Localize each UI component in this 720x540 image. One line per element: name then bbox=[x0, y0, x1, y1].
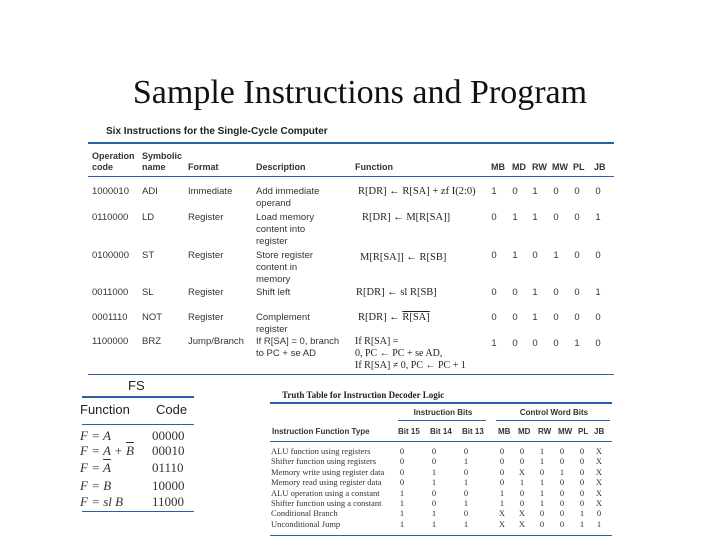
truth-cell-bit15: 1 bbox=[399, 487, 405, 498]
truth-cell-pl: 0 bbox=[579, 446, 585, 456]
fs-function: F = A bbox=[80, 428, 111, 443]
fs-title: FS bbox=[128, 378, 145, 393]
instr-bit-mb: 1 bbox=[491, 186, 497, 197]
instr-bit-rw: 0 bbox=[532, 338, 538, 349]
truth-cell-rw: 0 bbox=[539, 466, 545, 477]
instr-bit-rw: 1 bbox=[532, 312, 538, 323]
fs-hdr-code: Code bbox=[156, 402, 188, 417]
truth-hdr-md: MD bbox=[518, 427, 531, 436]
instr-function: R[DR] ← sl R[SB] bbox=[356, 287, 437, 298]
instr-opcode: 0011000 bbox=[92, 287, 129, 298]
hdr-rw: RW bbox=[532, 162, 547, 172]
truth-cell-bit14: 1 bbox=[431, 466, 437, 477]
instr-opcode: 1100000 bbox=[92, 336, 129, 347]
hdr-mb: MB bbox=[491, 162, 505, 172]
truth-bottom-rule bbox=[270, 535, 612, 536]
instr-bit-rw: 1 bbox=[532, 287, 538, 298]
truth-cell-jb: X bbox=[595, 477, 603, 488]
truth-cell-mb: 0 bbox=[499, 456, 505, 467]
instr-bit-pl: 0 bbox=[574, 212, 580, 223]
group-instr-rule bbox=[398, 420, 486, 421]
truth-cell-bit15: 1 bbox=[399, 498, 405, 508]
instr-bit-mw: 0 bbox=[553, 212, 559, 223]
instr-bit-mb: 1 bbox=[491, 338, 497, 349]
truth-cell-pl: 1 bbox=[579, 518, 585, 529]
instr-bit-mw: 0 bbox=[553, 186, 559, 197]
instr-table-caption: Six Instructions for the Single-Cycle Computer bbox=[106, 126, 328, 137]
truth-row-type: Conditional Branch bbox=[271, 508, 338, 519]
truth-cell-jb: X bbox=[595, 466, 603, 477]
instr-bit-mw: 0 bbox=[553, 338, 559, 349]
truth-cell-mb: 1 bbox=[499, 498, 505, 508]
instr-bit-mb: 0 bbox=[491, 250, 497, 261]
hdr-pl: PL bbox=[573, 162, 585, 172]
truth-cell-pl: 0 bbox=[579, 456, 585, 467]
instr-bit-mb: 0 bbox=[491, 312, 497, 323]
truth-cell-bit13: 1 bbox=[463, 456, 469, 467]
truth-cell-mw: 0 bbox=[559, 477, 565, 488]
instr-bit-rw: 1 bbox=[532, 212, 538, 223]
truth-cell-bit14: 1 bbox=[431, 508, 437, 519]
truth-cell-mb: X bbox=[498, 518, 506, 529]
instr-bit-rw: 0 bbox=[532, 250, 538, 261]
truth-cell-pl: 0 bbox=[579, 477, 585, 488]
fs-code: 10000 bbox=[152, 478, 185, 493]
truth-cell-mw: 0 bbox=[559, 456, 565, 467]
truth-header-rule bbox=[270, 441, 612, 442]
truth-cell-mw: 0 bbox=[559, 487, 565, 498]
truth-cell-bit13: 0 bbox=[463, 446, 469, 456]
truth-hdr-pl: PL bbox=[578, 427, 589, 436]
instr-bit-pl: 0 bbox=[574, 312, 580, 323]
truth-cell-bit14: 0 bbox=[431, 456, 437, 467]
instr-function: R[DR] ← R[SA] bbox=[358, 312, 430, 323]
truth-cell-md: X bbox=[518, 518, 526, 529]
truth-hdr-type: Instruction Function Type bbox=[272, 427, 370, 436]
truth-cell-mb: X bbox=[498, 508, 506, 519]
instr-bit-mb: 0 bbox=[491, 287, 497, 298]
instr-bit-pl: 0 bbox=[574, 250, 580, 261]
instr-desc: Complement register bbox=[256, 312, 310, 335]
instr-bit-md: 0 bbox=[512, 287, 518, 298]
truth-cell-pl: 1 bbox=[579, 508, 585, 519]
truth-cell-rw: 1 bbox=[539, 498, 545, 508]
instr-format: Register bbox=[188, 312, 224, 323]
truth-cell-mw: 1 bbox=[559, 466, 565, 477]
instr-table-header-rule bbox=[88, 176, 614, 177]
truth-row-type: ALU function using registers bbox=[271, 446, 371, 456]
hdr-format: Format bbox=[188, 162, 219, 172]
instr-bit-mw: 0 bbox=[553, 312, 559, 323]
instr-format: Immediate bbox=[188, 186, 233, 197]
truth-cell-bit13: 0 bbox=[463, 487, 469, 498]
hdr-md: MD bbox=[512, 162, 526, 172]
hdr-opcode: Operation code bbox=[92, 151, 135, 172]
truth-hdr-bit15: Bit 15 bbox=[398, 427, 420, 436]
instr-table-top-rule bbox=[88, 142, 614, 144]
fs-function: $F = A + \overline{B}$ bbox=[80, 443, 134, 458]
truth-hdr-bit14: Bit 14 bbox=[430, 427, 452, 436]
instr-opcode: 0001110 bbox=[92, 312, 128, 323]
hdr-jb: JB bbox=[594, 162, 606, 172]
truth-cell-pl: 0 bbox=[579, 498, 585, 508]
truth-row-type: Shifter function using a constant bbox=[271, 498, 382, 508]
instr-bit-jb: 1 bbox=[595, 212, 601, 223]
slide-title: Sample Instructions and Program bbox=[132, 74, 588, 111]
truth-cell-pl: 0 bbox=[579, 466, 585, 477]
group-ctrl-rule bbox=[496, 420, 610, 421]
instr-desc: Load memory content into register bbox=[256, 212, 315, 247]
truth-row-type: Shifter function using registers bbox=[271, 456, 377, 467]
truth-cell-mw: 0 bbox=[559, 518, 565, 529]
truth-cell-rw: 1 bbox=[539, 456, 545, 467]
truth-cell-bit13: 1 bbox=[463, 518, 469, 529]
truth-row-type: Memory write using register data bbox=[271, 466, 385, 477]
instr-bit-pl: 1 bbox=[574, 338, 580, 349]
instr-bit-mw: 1 bbox=[553, 250, 559, 261]
hdr-function: Function bbox=[355, 162, 393, 172]
truth-cell-rw: 1 bbox=[539, 477, 545, 488]
truth-cell-bit14: 1 bbox=[431, 477, 437, 488]
hdr-mw: MW bbox=[552, 162, 568, 172]
group-instruction-bits: Instruction Bits bbox=[413, 408, 473, 417]
instr-desc: Store register content in memory bbox=[256, 250, 314, 285]
fs-function: $F = \overline{A}$ bbox=[80, 460, 111, 475]
instr-name: ST bbox=[142, 250, 155, 261]
instr-bit-jb: 0 bbox=[595, 338, 601, 349]
truth-cell-md: 0 bbox=[519, 487, 525, 498]
instr-bit-md: 0 bbox=[512, 338, 518, 349]
truth-cell-bit14: 0 bbox=[431, 446, 437, 456]
fs-function: F = sl B bbox=[80, 494, 124, 509]
instr-function: R[DR] ← R[SA] + zf I(2:0) bbox=[358, 186, 476, 197]
truth-cell-bit15: 1 bbox=[399, 518, 405, 529]
fs-hdr-function: Function bbox=[80, 402, 130, 417]
instr-bit-jb: 1 bbox=[595, 287, 601, 298]
instr-bit-pl: 0 bbox=[574, 186, 580, 197]
truth-cell-jb: 1 bbox=[596, 518, 602, 529]
instr-format: Register bbox=[188, 250, 224, 261]
fs-bottom-rule bbox=[82, 511, 194, 512]
truth-cell-bit15: 0 bbox=[399, 477, 405, 488]
fs-header-rule bbox=[82, 424, 194, 425]
truth-cell-mb: 0 bbox=[499, 477, 505, 488]
truth-cell-bit13: 1 bbox=[463, 477, 469, 488]
hdr-description: Description bbox=[256, 162, 306, 172]
instr-bit-md: 0 bbox=[512, 312, 518, 323]
truth-cell-bit13: 1 bbox=[463, 498, 469, 508]
instr-name: BRZ bbox=[142, 336, 161, 347]
instr-format: Register bbox=[188, 212, 224, 223]
fs-code: 01110 bbox=[152, 460, 184, 475]
instr-bit-mb: 0 bbox=[491, 212, 497, 223]
truth-cell-md: 0 bbox=[519, 498, 525, 508]
truth-cell-bit13: 0 bbox=[463, 466, 469, 477]
truth-cell-bit15: 0 bbox=[399, 446, 405, 456]
truth-hdr-rw: RW bbox=[538, 427, 552, 436]
truth-cell-mb: 0 bbox=[499, 466, 505, 477]
truth-cell-bit13: 0 bbox=[463, 508, 469, 519]
instr-name: ADI bbox=[142, 186, 158, 197]
instr-opcode: 0100000 bbox=[92, 250, 129, 261]
truth-cell-jb: X bbox=[595, 498, 603, 508]
instr-bit-jb: 0 bbox=[595, 312, 601, 323]
instr-bit-mw: 0 bbox=[553, 287, 559, 298]
instr-bit-jb: 0 bbox=[595, 250, 601, 261]
group-control-word-bits: Control Word Bits bbox=[519, 408, 589, 417]
truth-cell-md: X bbox=[518, 466, 526, 477]
truth-cell-bit14: 1 bbox=[431, 518, 437, 529]
truth-row-type: ALU operation using a constant bbox=[271, 487, 380, 498]
truth-row-type: Unconditional Jump bbox=[271, 518, 341, 529]
instr-opcode: 1000010 bbox=[92, 186, 129, 197]
truth-cell-rw: 0 bbox=[539, 518, 545, 529]
truth-cell-mw: 0 bbox=[559, 446, 565, 456]
truth-cell-rw: 1 bbox=[539, 446, 545, 456]
truth-cell-jb: X bbox=[595, 487, 603, 498]
truth-hdr-mb: MB bbox=[498, 427, 511, 436]
fs-top-rule bbox=[82, 396, 194, 398]
instr-function: M[R[SA]] ← R[SB] bbox=[360, 252, 447, 263]
truth-hdr-jb: JB bbox=[594, 427, 605, 436]
truth-cell-jb: X bbox=[595, 446, 603, 456]
truth-cell-md: 0 bbox=[519, 456, 525, 467]
truth-cell-bit15: 1 bbox=[399, 508, 405, 519]
truth-row-type: Memory read using register data bbox=[271, 477, 382, 488]
fs-code: 00000 bbox=[152, 428, 185, 443]
instr-bit-pl: 0 bbox=[574, 287, 580, 298]
instr-table-bottom-rule bbox=[88, 374, 614, 375]
instr-name: SL bbox=[142, 287, 154, 298]
fs-code: 00010 bbox=[152, 443, 185, 458]
instr-bit-jb: 0 bbox=[595, 186, 601, 197]
instr-function: R[DR] ← M[R[SA]] bbox=[362, 212, 451, 223]
instr-format: Jump/Branch bbox=[188, 336, 244, 347]
instr-desc: Shift left bbox=[256, 287, 291, 298]
instr-bit-md: 0 bbox=[512, 186, 518, 197]
truth-top-rule bbox=[270, 402, 612, 404]
truth-cell-bit14: 0 bbox=[431, 498, 437, 508]
truth-cell-rw: 1 bbox=[539, 487, 545, 498]
truth-cell-mb: 1 bbox=[499, 487, 505, 498]
truth-cell-mb: 0 bbox=[499, 446, 505, 456]
truth-cell-mw: 0 bbox=[559, 508, 565, 519]
truth-hdr-bit13: Bit 13 bbox=[462, 427, 484, 436]
instr-bit-md: 1 bbox=[512, 212, 518, 223]
instr-format: Register bbox=[188, 287, 224, 298]
instr-desc: Add immediate operand bbox=[256, 186, 320, 209]
instr-name: NOT bbox=[142, 312, 163, 323]
instr-bit-rw: 1 bbox=[532, 186, 538, 197]
instr-name: LD bbox=[142, 212, 155, 223]
instr-bit-md: 1 bbox=[512, 250, 518, 261]
instr-function: If R[SA] = 0, PC ← PC + se AD, If R[SA] ≠ 0, PC ← PC + 1 bbox=[355, 336, 466, 371]
fs-function: F = B bbox=[80, 478, 112, 493]
instr-opcode: 0110000 bbox=[92, 212, 129, 223]
truth-cell-bit14: 0 bbox=[431, 487, 437, 498]
truth-cell-rw: 0 bbox=[539, 508, 545, 519]
truth-cell-bit15: 0 bbox=[399, 466, 405, 477]
truth-table-caption: Truth Table for Instruction Decoder Logic bbox=[282, 390, 445, 400]
instr-desc: If R[SA] = 0, branch to PC + se AD bbox=[256, 336, 340, 359]
fs-code: 11000 bbox=[152, 494, 185, 509]
truth-cell-md: 1 bbox=[519, 477, 525, 488]
truth-cell-mw: 0 bbox=[559, 498, 565, 508]
truth-cell-md: X bbox=[518, 508, 526, 519]
truth-cell-pl: 0 bbox=[579, 487, 585, 498]
truth-hdr-mw: MW bbox=[558, 427, 573, 436]
truth-cell-bit15: 0 bbox=[399, 456, 405, 467]
truth-cell-md: 0 bbox=[519, 446, 525, 456]
hdr-symbolic: Symbolic name bbox=[142, 151, 183, 172]
truth-cell-jb: 0 bbox=[596, 508, 602, 519]
truth-cell-jb: X bbox=[595, 456, 603, 467]
